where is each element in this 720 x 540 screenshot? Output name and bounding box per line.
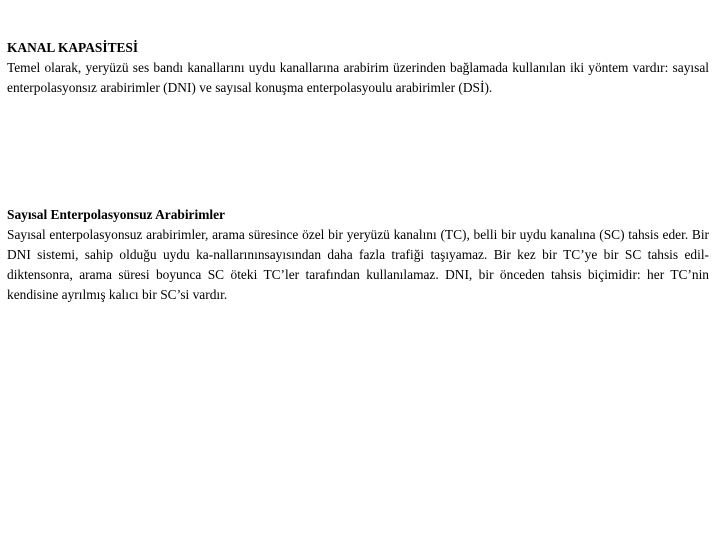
section-paragraph: Temel olarak, yeryüzü ses bandı kanallarını uydu kanallarına arabirim üzerinden bağlamada kullanılan iki yöntem vardır: sayısal enterpolasyonsız arabirimler (DNI) ve sayısal konuşma enterpolasyoulu arabirimler (DSİ). (7, 60, 709, 95)
section-heading: KANAL KAPASİTESİ (7, 40, 139, 55)
section-kanal-kapasitesi (7, 38, 709, 98)
section-paragraph: Sayısal enterpolasyonsuz arabirimler, arama süresince özel bir yeryüzü kanalını (TC), belli bir uydu kanalına (SC) tahsis eder. Bir DNI sistemi, sahip olduğu uydu ka-nallarınınsayısından daha fazla trafiği taşıyamaz. Bir kez bir TC’ye bir SC tahsis edil-diktensonra, arama süresi boyunca SC öteki TC’ler tarafından kullanılamaz. DNI, bir önceden tahsis biçimidir: her TC’nin kendisine ayrılmış kalıcı bir SC’si vardır. (7, 227, 709, 302)
section-sayisal-enterpolasyonsuz-arabirimler (7, 205, 709, 305)
section-heading: Sayısal Enterpolasyonsuz Arabirimler (7, 207, 225, 222)
